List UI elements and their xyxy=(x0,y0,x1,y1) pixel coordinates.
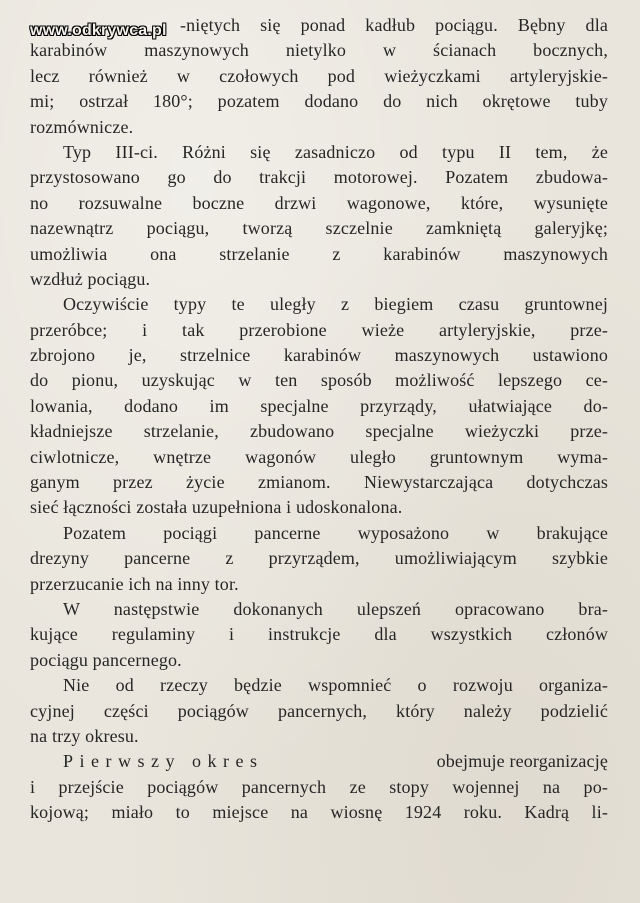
text-line: do pionu, uzyskując w ten sposób możliwość lepszego ce- xyxy=(30,370,608,391)
text-line: kojową; miało to miejsce na wiosnę 1924 roku. Kadrą li- xyxy=(30,802,608,823)
paragraph-7 xyxy=(30,749,608,825)
paragraph-2 xyxy=(30,140,608,292)
text-line: Nie od rzeczy będzie wspomnieć o rozwoju organiza- xyxy=(63,675,608,696)
text-line: Typ III-ci. Różni się zasadniczo od typu II tem, że xyxy=(63,141,608,162)
text-line: Pozatem pociągi pancerne wyposażono w brakujące xyxy=(63,522,608,543)
text-line: Oczywiście typy te uległy z biegiem czasu gruntownej xyxy=(63,294,608,315)
paragraph-6 xyxy=(30,673,608,749)
text-line: pociągu pancernego. xyxy=(30,649,182,670)
text-line: przystosowano go do trakcji motorowej. Pozatem zbudowa- xyxy=(30,167,608,188)
paragraph-3 xyxy=(30,292,608,521)
text-line xyxy=(30,749,608,774)
text-line: drezyny pancerne z przyrządem, umożliwiającym szybkie xyxy=(30,548,608,569)
text-line: umożliwia ona strzelanie z karabinów maszynowych xyxy=(30,243,608,264)
text-line: ciwlotnicze, wnętrze wagonów uległo gruntownym wyma- xyxy=(30,446,608,467)
text-line: na trzy okresu. xyxy=(30,725,139,746)
paragraph-4 xyxy=(30,521,608,597)
text-line: nazewnątrz pociągu, tworzą szczelnie zamkniętą galeryjkę; xyxy=(30,218,608,239)
text-line: i przejście pociągów pancernych ze stopy wojennej na po- xyxy=(30,776,608,797)
text-line: zbrojono je, strzelnice karabinów maszynowych ustawiono xyxy=(30,345,608,366)
paragraph-5 xyxy=(30,597,608,673)
text-line: ganym przez życie zmianom. Niewystarczająca dotychczas xyxy=(30,472,608,493)
text-line: sieć łączności została uzupełniona i udoskonalona. xyxy=(30,497,403,518)
text-line: rozmównicze. xyxy=(30,116,134,137)
text-line: no rozsuwalne boczne drzwi wagonowe, które, wysunięte xyxy=(30,192,608,213)
watermark: www.odkrywca.pl xyxy=(30,22,167,39)
text-line: wzdłuż pociągu. xyxy=(30,268,151,289)
text-line: lowania, dodano im specjalne przyrządy, ułatwiające do- xyxy=(30,395,608,416)
text-line: cyjnej części pociągów pancernych, który należy podzielić xyxy=(30,700,608,721)
text-line: kładniejsze strzelanie, zbudowano specjalne wieżyczki prze- xyxy=(30,421,608,442)
document-text xyxy=(30,13,608,826)
text-line: przeróbce; i tak przerobione wieże artyleryjskie, prze- xyxy=(30,319,608,340)
text-line: W następstwie dokonanych ulepszeń opracowano bra- xyxy=(63,598,608,619)
text-line: mi; ostrzał 180°; pozatem dodano do nich okrętowe tuby xyxy=(30,91,608,112)
text-line: lecz również w czołowych pod wieżyczkami artyleryjskie- xyxy=(30,65,608,86)
text-line: karabinów maszynowych nietylko w ścianach bocznych, xyxy=(30,40,608,61)
text-line: kujące regulaminy i instrukcje dla wszystkich członów xyxy=(30,624,608,645)
section-heading-spaced: Pierwszy okres xyxy=(63,751,264,772)
text-line: -niętych się ponad kadłub pociągu. Bębny dla xyxy=(180,15,608,35)
text-line: przerzucanie ich na inny tor. xyxy=(30,573,239,594)
text-fragment: obejmuje reorganizację xyxy=(436,751,608,772)
